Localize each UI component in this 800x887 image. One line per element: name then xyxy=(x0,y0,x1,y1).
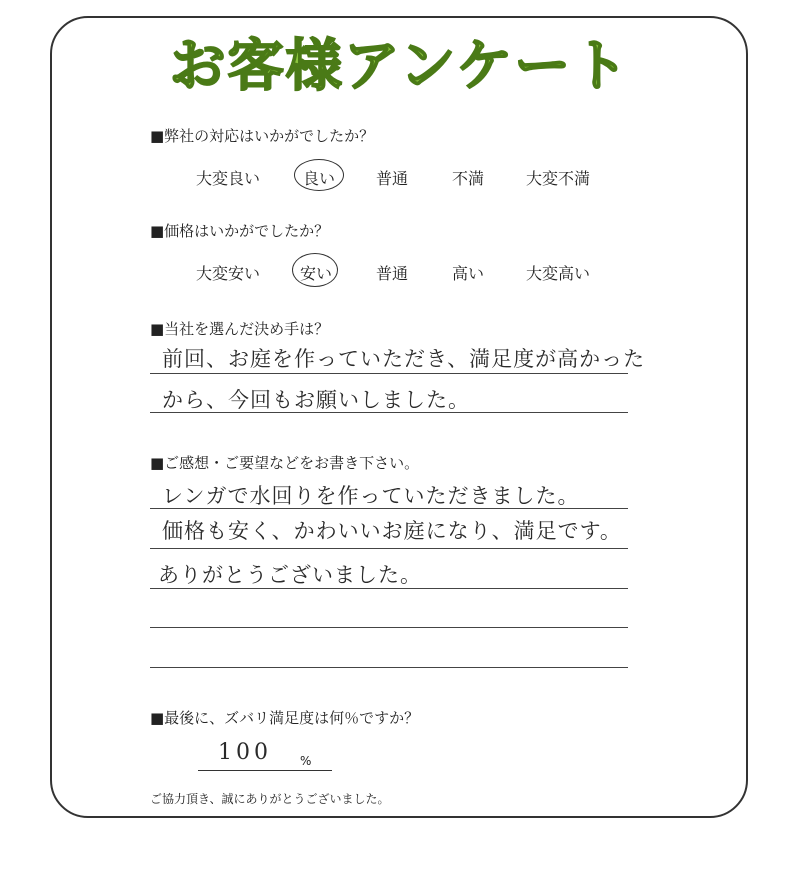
question-price-label: ■価格はいかがでしたか？ xyxy=(150,222,330,240)
reason-rule-2 xyxy=(150,412,628,413)
comments-rule-1 xyxy=(150,508,628,509)
question-comments-label: ■ご感想・ご要望などをお書き下さい。 xyxy=(150,454,420,472)
comments-rule-4 xyxy=(150,627,628,628)
reason-rule-1 xyxy=(150,373,628,374)
question-reason-label: ■当社を選んだ決め手は？ xyxy=(150,320,330,338)
question-comments xyxy=(150,452,419,473)
comments-rule-2 xyxy=(150,548,628,549)
question-satisfaction-label: ■最後に、ズバリ満足度は何％ですか？ xyxy=(150,709,420,727)
price-option-cheap[interactable]: 安い xyxy=(300,264,333,283)
reason-answer-line-2: から、今回もお願いしました。 xyxy=(162,388,470,412)
satisfaction-rule xyxy=(198,770,332,771)
question-reason xyxy=(150,318,329,339)
comments-answer-line-2: 価格も安く、かわいいお庭になり、満足です。 xyxy=(162,519,622,543)
price-option-expensive[interactable]: 高い xyxy=(452,264,485,283)
service-option-very-good[interactable]: 大変良い xyxy=(196,169,261,188)
survey-title: お客様アンケート xyxy=(169,34,631,99)
question-service-label: ■弊社の対応はいかがでしたか？ xyxy=(150,127,375,145)
price-option-very-cheap[interactable]: 大変安い xyxy=(196,264,261,283)
service-option-very-dissatisfied[interactable]: 大変不満 xyxy=(526,169,591,188)
service-option-dissatisfied[interactable]: 不満 xyxy=(452,169,485,188)
question-satisfaction xyxy=(150,707,419,728)
price-option-normal[interactable]: 普通 xyxy=(376,264,409,283)
question-price xyxy=(150,220,329,241)
comments-answer-line-3: ありがとうございました。 xyxy=(158,563,422,587)
question-service xyxy=(150,125,374,146)
footer-thanks: ご協力頂き、誠にありがとうございました。 xyxy=(150,792,390,806)
price-option-very-expensive[interactable]: 大変高い xyxy=(526,264,591,283)
service-option-good[interactable]: 良い xyxy=(303,169,336,188)
reason-answer-line-1: 前回、お庭を作っていただき、満足度が高かった xyxy=(162,347,646,371)
service-selected-circle xyxy=(294,159,344,191)
comments-rule-5 xyxy=(150,667,628,668)
satisfaction-value: 100 xyxy=(218,740,272,765)
satisfaction-unit: % xyxy=(300,754,312,768)
service-option-normal[interactable]: 普通 xyxy=(376,169,409,188)
price-selected-circle xyxy=(292,253,338,287)
comments-answer-line-1: レンガで水回りを作っていただきました。 xyxy=(162,484,580,508)
comments-rule-3 xyxy=(150,588,628,589)
